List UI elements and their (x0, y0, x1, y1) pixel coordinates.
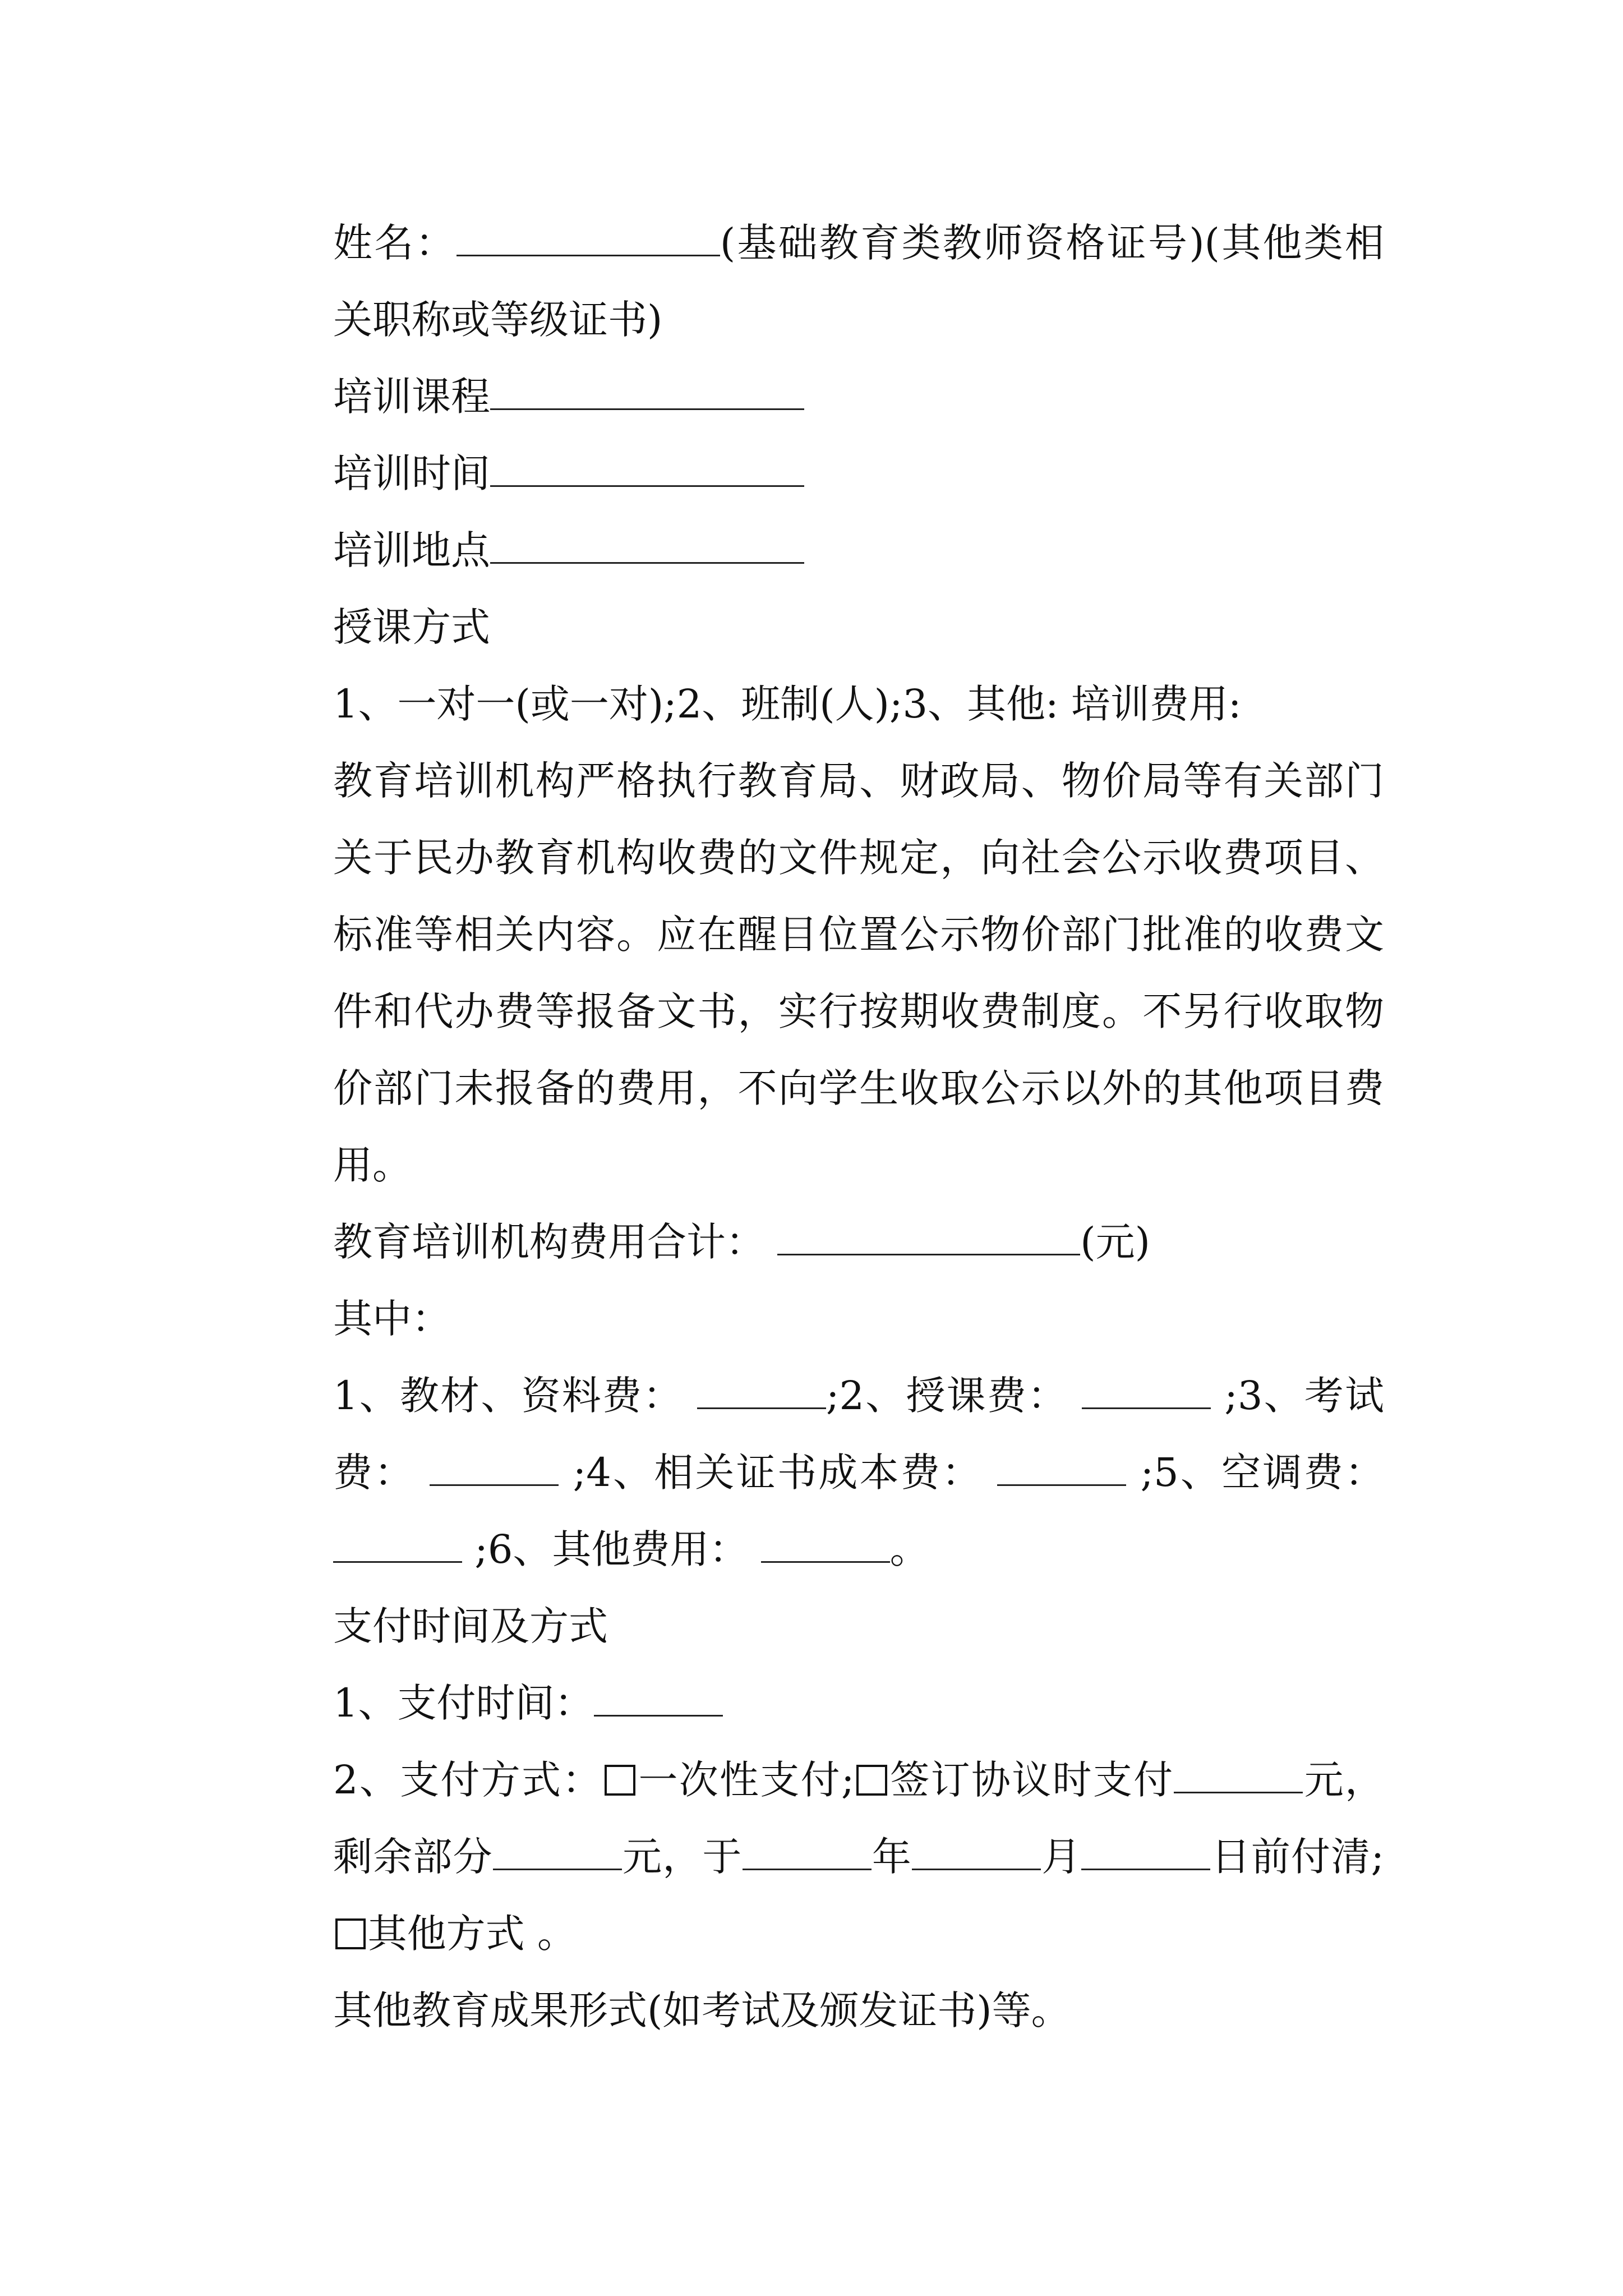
fee-item-materials: 1、教材、资料费： (333, 1373, 684, 1419)
policy-paragraph: 教育培训机构严格执行教育局、财政局、物价局等有关部门关于民办教育机构收费的文件规定，向社会公示收费项目、标准等相关内容。应在醒目位置公示物价部门批准的收费文件和代办费等报备文书，实行按期收费制度。不另行收取物价部门未报备的费用，不向学生收取公示以外的其他项目费用。 (333, 758, 1384, 1188)
fee-tuition-blank[interactable] (1082, 1370, 1211, 1410)
name-label: 姓名： (333, 220, 457, 266)
training-location-blank[interactable] (490, 525, 804, 564)
payment-time-label: 1、支付时间： (333, 1680, 594, 1726)
due-year-blank[interactable] (743, 1832, 872, 1871)
fee-items-end: 。 (889, 1526, 929, 1572)
name-line-rest: (基础教育类教师资格证号)(其他类相关职称或等级证书) (333, 220, 1385, 343)
remaining-label: 元，剩余部分 (333, 1757, 1385, 1880)
payment-method-label: 2、支付方式： (333, 1757, 603, 1803)
teaching-mode-heading: 授课方式 (333, 604, 490, 650)
document-body (246, 205, 1384, 2049)
option-lump-sum: 一次性支付; (637, 1757, 855, 1803)
checkbox-on-signing[interactable] (856, 1765, 887, 1796)
total-fee-unit: (元) (1080, 1219, 1150, 1265)
checkbox-other-method[interactable] (335, 1918, 366, 1949)
total-fee-line (246, 1204, 1384, 1281)
fee-item-air-conditioning: ;5、空调费： (1140, 1450, 1384, 1496)
year-label: 年 (871, 1834, 912, 1880)
day-label: 日前付清; (1210, 1834, 1385, 1880)
fee-item-exam: ;3、考试费： (333, 1373, 1384, 1496)
training-location-line (246, 512, 1384, 589)
name-line (246, 205, 1384, 358)
training-course-line (246, 358, 1384, 435)
name-blank[interactable] (457, 218, 720, 257)
remaining-amount-blank[interactable] (493, 1832, 622, 1871)
payment-time-line (246, 1665, 1384, 1742)
fee-materials-blank[interactable] (697, 1370, 826, 1410)
teaching-mode-options: 1、一对一(或一对);2、班制(人);3、其他: 培训费用: (333, 681, 1242, 727)
option-other-method: 其他方式 (367, 1911, 525, 1957)
fee-other-blank[interactable] (761, 1524, 890, 1563)
training-time-blank[interactable] (490, 448, 804, 487)
training-course-label: 培训课程 (333, 374, 490, 420)
due-day-blank[interactable] (1081, 1832, 1210, 1871)
fee-air-conditioning-blank[interactable] (333, 1524, 462, 1563)
fee-exam-blank[interactable] (430, 1447, 559, 1487)
training-location-label: 培训地点 (333, 527, 490, 573)
training-course-blank[interactable] (490, 371, 804, 411)
on-signing-amount-blank[interactable] (1174, 1755, 1303, 1794)
training-time-label: 培训时间 (333, 450, 490, 496)
payment-time-blank[interactable] (594, 1678, 723, 1717)
fee-item-other: ;6、其他费用： (474, 1526, 749, 1572)
total-fee-label: 教育培训机构费用合计： (333, 1219, 765, 1265)
fee-items-paragraph (246, 1358, 1384, 1588)
among-label: 其中： (333, 1296, 451, 1342)
training-time-line (246, 435, 1384, 512)
month-label: 月 (1041, 1834, 1082, 1880)
payment-method-end: 。 (537, 1911, 577, 1957)
fee-item-tuition: ;2、授课费： (826, 1373, 1068, 1419)
option-on-signing: 签订协议时支付 (889, 1757, 1174, 1803)
due-month-blank[interactable] (912, 1832, 1041, 1871)
other-outcomes-line: 其他教育成果形式(如考试及颁发证书)等。 (333, 1987, 1071, 2033)
total-fee-blank[interactable] (777, 1217, 1080, 1256)
checkbox-lump-sum[interactable] (605, 1765, 635, 1796)
due-by-label: 元，于 (621, 1834, 743, 1880)
payment-heading: 支付时间及方式 (333, 1603, 608, 1649)
fee-certificate-blank[interactable] (997, 1447, 1126, 1487)
fee-item-certificate: ;4、相关证书成本费： (573, 1450, 983, 1496)
payment-method-paragraph (246, 1742, 1384, 1972)
